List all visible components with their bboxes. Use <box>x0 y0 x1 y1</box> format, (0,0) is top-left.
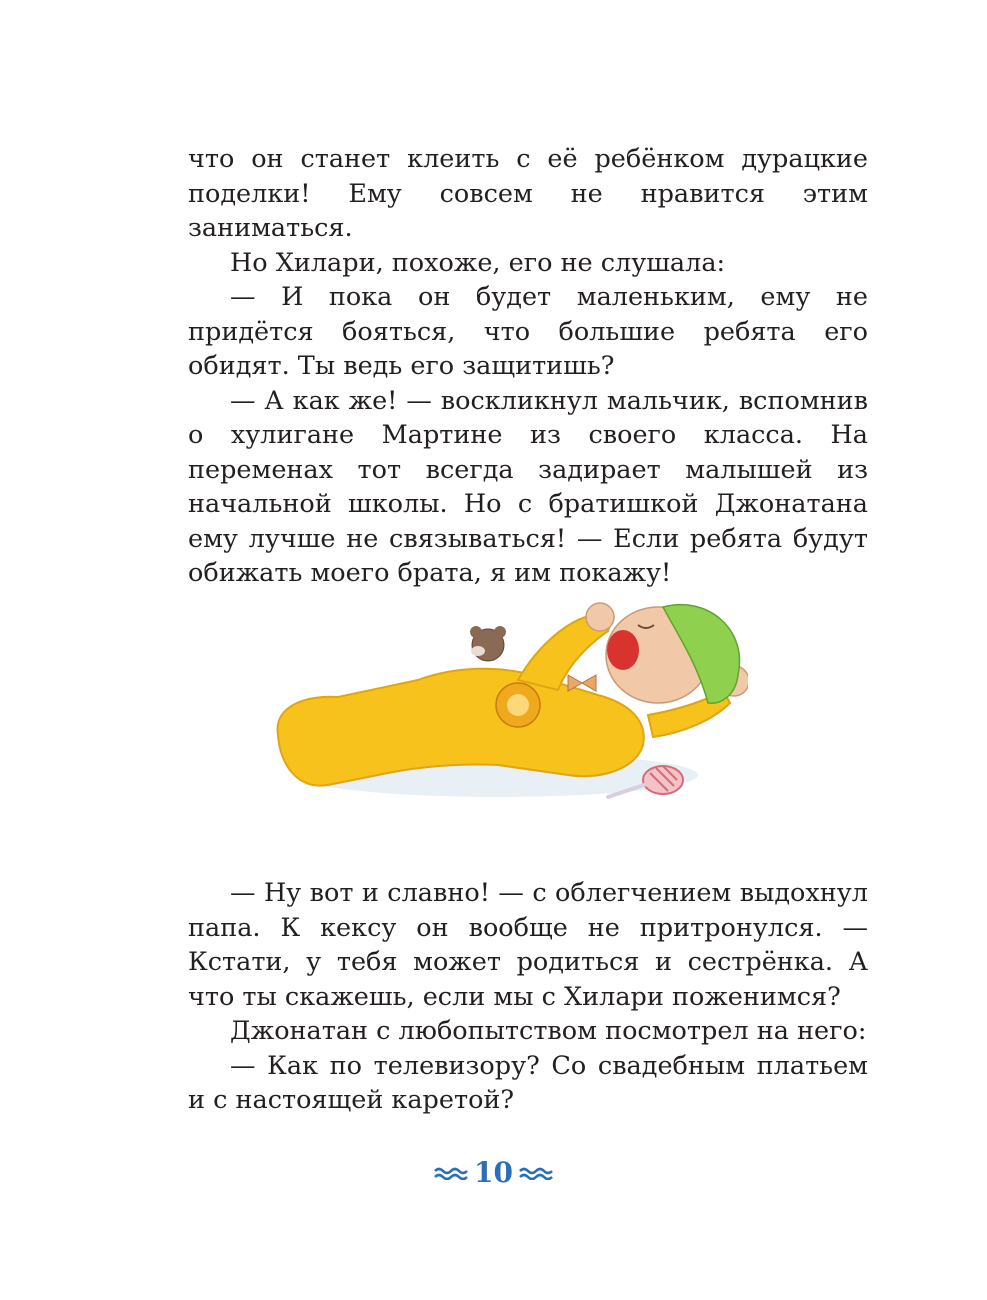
paragraph: Джонатан с любопытством посмотрел на него: <box>230 1016 867 1046</box>
paragraph: — Как по телевизору? Со свадебным платьем и с настоящей каретой? <box>188 1050 868 1115</box>
page-number-value: 10 <box>474 1155 513 1189</box>
paragraph: — Ну вот и славно! — с облегчением выдохнул папа. К кексу он вообще не притронулся. — Кстати, у тебя может родиться и сестрёнка. А что ты скажешь, если мы с Хилари поженимся? <box>188 878 868 1012</box>
text-block-bottom <box>188 876 868 1118</box>
wave-ornament-icon <box>434 1166 468 1180</box>
lion-face <box>507 694 529 716</box>
paragraph: — А как же! — воскликнул мальчик, вспомнив о хулигане Мартине из своего класса. На переменах тот всегда задирает малышей из начальной школы. Но с братишкой Джонатана ему лучше не связываться! — Если ребята будут обижать моего брата, я им покажу! <box>188 385 868 588</box>
page-number <box>0 1154 987 1190</box>
mouth <box>607 630 639 670</box>
teddy-bear-ear <box>494 626 506 638</box>
paragraph: — И пока он будет маленьким, ему не придётся бояться, что большие ребята его обидят. Ты ведь его защитишь? <box>188 282 868 381</box>
teddy-bear-ear <box>470 626 482 638</box>
paragraph: Но Хилари, похоже, его не слушала: <box>230 247 726 278</box>
sleeping-baby-illustration <box>268 585 748 820</box>
bow <box>568 675 596 691</box>
wave-ornament-icon <box>519 1166 553 1180</box>
fist <box>586 603 614 631</box>
teddy-bear-snout <box>471 646 485 656</box>
paragraph: что он станет клеить с её ребёнком дурацкие поделки! Ему совсем не нравится этим заниматься. <box>188 144 868 243</box>
text-block-top <box>188 142 868 591</box>
